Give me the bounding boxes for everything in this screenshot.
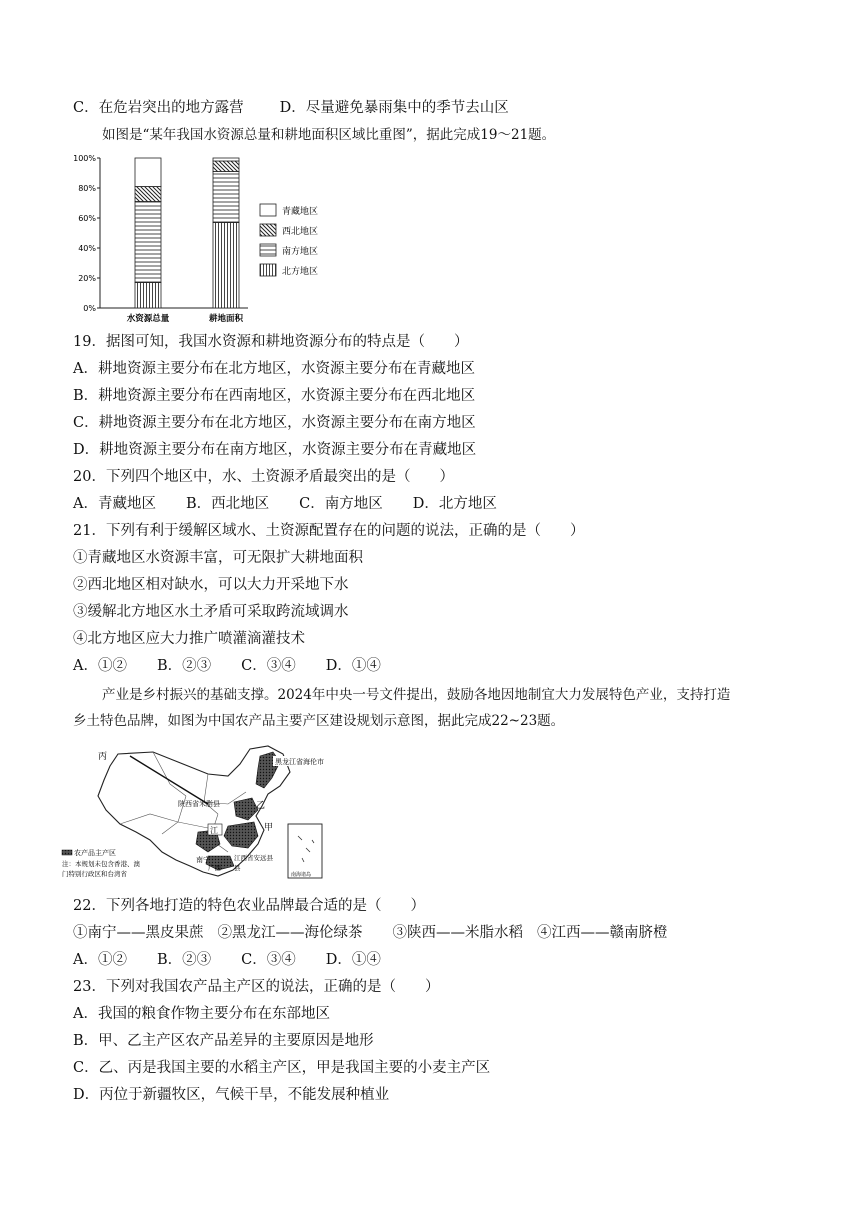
q21-statement-4: ④北方地区应大力推广喷灌滴灌技术 <box>73 631 305 647</box>
legend-swatch <box>260 204 276 216</box>
q22-option-d: D．①④ <box>325 952 381 968</box>
map-label-yuan: 县 <box>234 864 241 872</box>
bar-segment <box>135 283 161 309</box>
q22-statements-row <box>73 923 668 943</box>
legend-label: 青藏地区 <box>282 207 319 217</box>
q19-option-d: D．耕地资源主要分布在南方地区，水资源主要分布在青藏地区 <box>73 442 477 458</box>
y-tick-label: 0% <box>83 304 96 313</box>
q23-option-d: D．丙位于新疆牧区，气候干旱，不能发展种植业 <box>73 1087 390 1103</box>
map-label-jiang: 江 <box>210 826 218 835</box>
q18-option-d: D．尽量避免暴雨集中的季节去山区 <box>279 100 509 116</box>
map-label-bing: 丙 <box>98 752 108 762</box>
bar-segment <box>213 172 239 223</box>
map-legend-swatch <box>62 850 72 855</box>
bar-segment <box>213 161 239 172</box>
china-agri-map <box>58 744 328 884</box>
legend-label: 西北地区 <box>282 227 319 237</box>
map-label-shaanxi: 陕西省米脂县 <box>178 800 220 808</box>
map-label-heilongjiang: 黑龙江省海伦市 <box>275 758 324 766</box>
q22-statement-2: ②黑龙江——海伦绿茶 <box>217 925 363 941</box>
map-label-jiangxi: 江西省安远县 <box>234 854 273 862</box>
x-category-label: 耕地面积 <box>208 314 244 324</box>
y-tick-label: 60% <box>78 214 96 223</box>
q22-statement-3: ③陕西——米脂水稻 <box>392 925 523 941</box>
q21-statement-3: ③缓解北方地区水土矛盾可采取跨流域调水 <box>73 604 349 620</box>
q23-option-a: A．我国的粮食作物主要分布在东部地区 <box>73 1006 330 1022</box>
map-label-nanning: 南宁 <box>196 856 210 864</box>
south-sea-inset <box>288 824 322 878</box>
q20-stem: 20．下列四个地区中，水、土资源矛盾最突出的是（ ） <box>73 469 454 485</box>
q21-option-b: B．②③ <box>156 658 212 674</box>
legend-swatch <box>260 244 276 256</box>
q18-options-row <box>73 98 509 118</box>
q22-stem: 22．下列各地打造的特色农业品牌最合适的是（ ） <box>73 898 425 914</box>
q19-stem: 19．据图可知，我国水资源和耕地资源分布的特点是（ ） <box>73 334 469 350</box>
map-note-line2: 门特别行政区和台湾省 <box>62 870 127 878</box>
intro-22-23-line2: 乡土特色品牌，如图为中国农产品主要产区建设规划示意图，据此完成22~23题。 <box>73 713 565 729</box>
q21-options-row <box>73 656 381 676</box>
q23-option-b: B．甲、乙主产区农产品差异的主要原因是地形 <box>73 1033 374 1049</box>
x-category-label: 水资源总量 <box>126 314 170 324</box>
q20-options-row <box>73 494 497 514</box>
water-farmland-chart <box>70 148 360 328</box>
q20-option-d: D．北方地区 <box>412 496 497 512</box>
q20-option-c: C．南方地区 <box>299 496 383 512</box>
y-tick-label: 100% <box>73 154 96 163</box>
map-label-yi: 乙 <box>256 801 266 811</box>
map-legend-title: 农产品主产区 <box>74 849 116 857</box>
bar-segment <box>213 223 239 309</box>
bar-segment <box>135 202 161 283</box>
q21-option-d: D．①④ <box>325 658 381 674</box>
q19-option-a: A．耕地资源主要分布在北方地区，水资源主要分布在青藏地区 <box>73 361 475 377</box>
legend-label: 北方地区 <box>282 267 319 277</box>
q21-stem: 21．下列有利于缓解区域水、土资源配置存在的问题的说法，正确的是（ ） <box>73 523 585 539</box>
legend-swatch <box>260 224 276 236</box>
q22-options-row <box>73 950 381 970</box>
map-label-jia: 甲 <box>264 823 274 833</box>
china-map-svg <box>58 744 328 884</box>
q19-option-b: B．耕地资源主要分布在西南地区，水资源主要分布在西北地区 <box>73 388 476 404</box>
q21-statement-2: ②西北地区相对缺水，可以大力开采地下水 <box>73 577 349 593</box>
q23-stem: 23．下列对我国农产品主产区的说法，正确的是（ ） <box>73 979 440 995</box>
map-label-guangxi: 广西 <box>208 864 221 872</box>
bar-segment <box>213 158 239 161</box>
intro-22-23-line1: 产业是乡村振兴的基础支撑。2024年中央一号文件提出，鼓励各地因地制宜大力发展特色产业，支持打造 <box>102 687 731 703</box>
map-note-line1: 注：本规划未包含香港、澳 <box>62 860 140 868</box>
q22-option-b: B．②③ <box>156 952 212 968</box>
bar-segment <box>135 158 161 187</box>
q22-statement-4: ④江西——赣南脐橙 <box>537 925 668 941</box>
q20-option-a: A．青藏地区 <box>73 496 156 512</box>
q21-option-a: A．①② <box>73 658 127 674</box>
q18-option-c: C．在危岩突出的地方露营 <box>73 100 244 116</box>
y-tick-label: 80% <box>78 184 96 193</box>
q20-option-b: B．西北地区 <box>185 496 270 512</box>
intro-19-21: 如图是“某年我国水资源总量和耕地面积区域比重图”，据此完成19～21题。 <box>102 127 556 143</box>
q19-option-c: C．耕地资源主要分布在北方地区，水资源主要分布在南方地区 <box>73 415 476 431</box>
y-tick-label: 40% <box>78 244 96 253</box>
q22-statement-1: ①南宁——黑皮果蔗 <box>73 925 204 941</box>
inset-label: 南海诸岛 <box>291 872 312 878</box>
q23-option-c: C．乙、丙是我国主要的水稻主产区，甲是我国主要的小麦主产区 <box>73 1060 491 1076</box>
stacked-bar-chart-svg <box>70 148 360 328</box>
q22-option-c: C．③④ <box>241 952 296 968</box>
legend-label: 南方地区 <box>282 247 319 257</box>
q21-statement-1: ①青藏地区水资源丰富，可无限扩大耕地面积 <box>73 550 363 566</box>
y-tick-label: 20% <box>78 274 96 283</box>
bar-segment <box>135 187 161 202</box>
q22-option-a: A．①② <box>73 952 127 968</box>
q21-option-c: C．③④ <box>241 658 296 674</box>
legend-swatch <box>260 264 276 276</box>
